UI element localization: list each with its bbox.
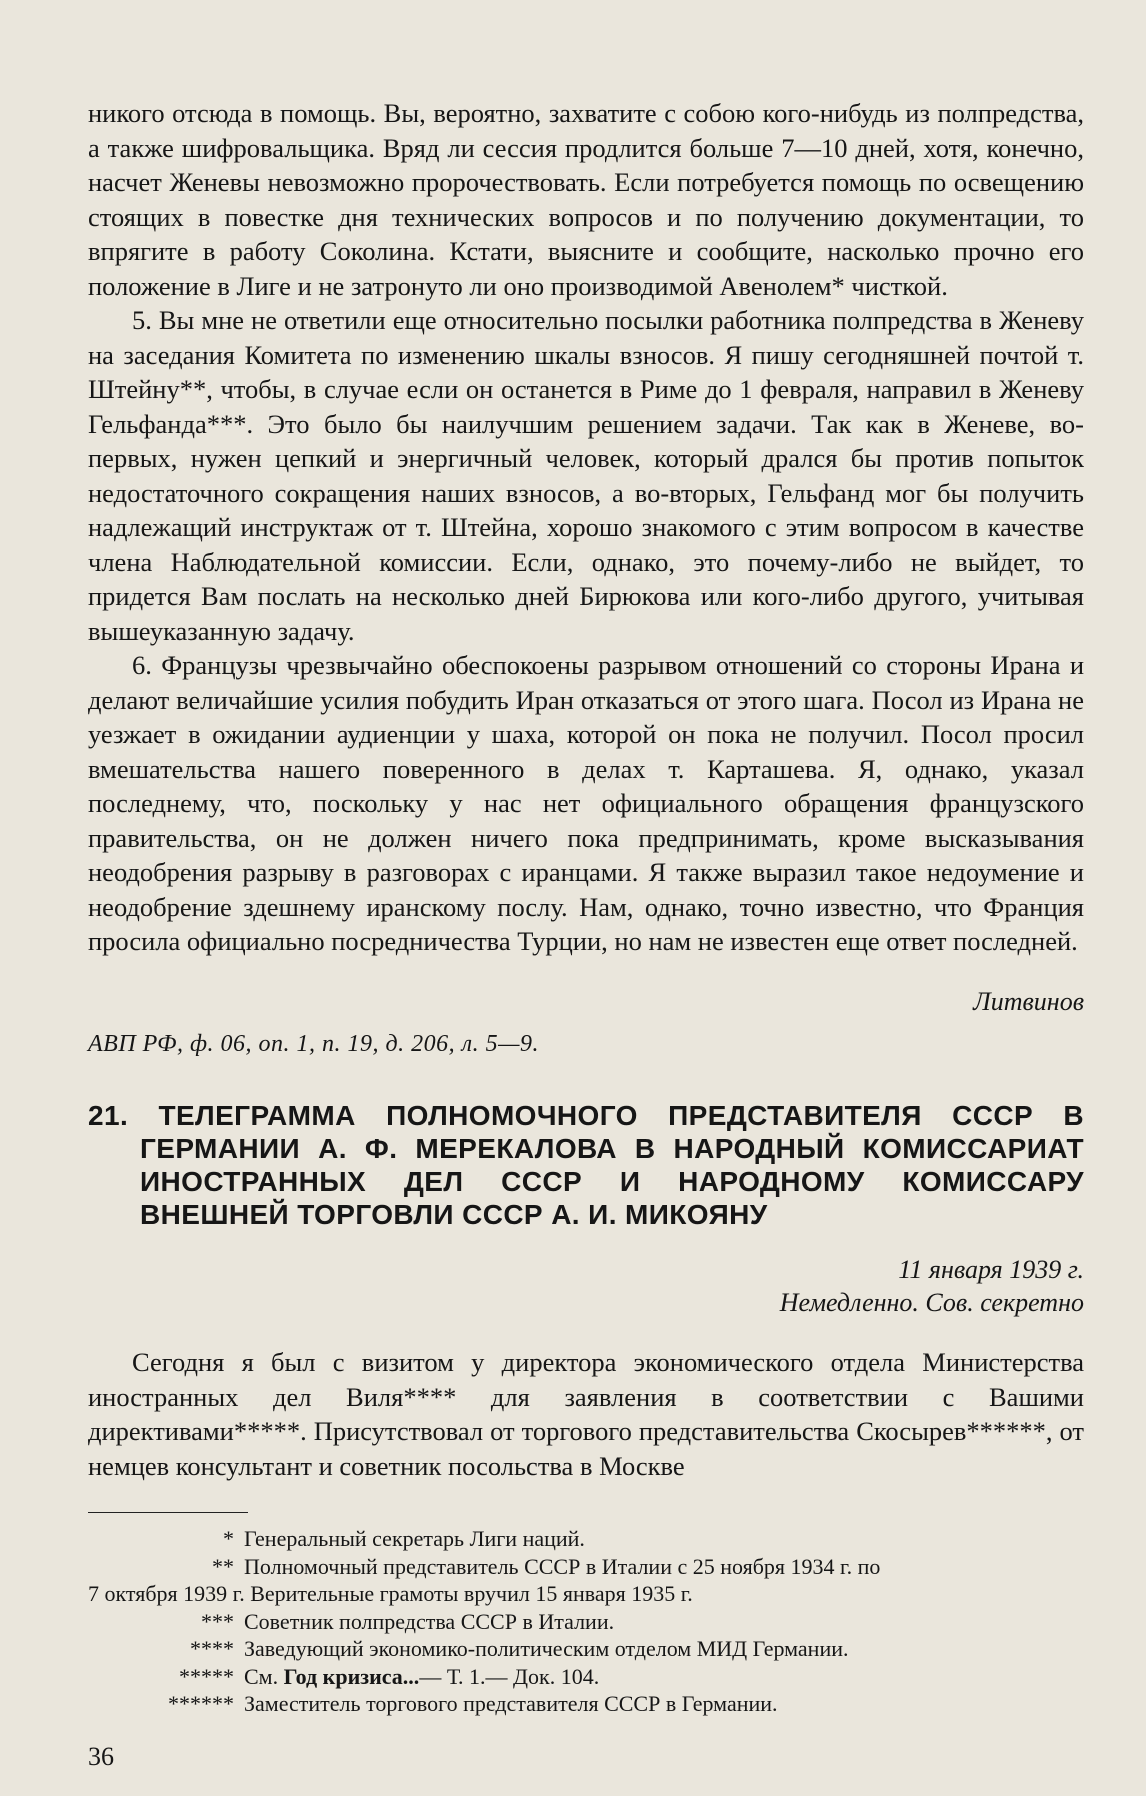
telegram-body xyxy=(88,1345,1084,1483)
paragraph-1: никого отсюда в помощь. Вы, вероятно, захватите с собою кого-нибудь из полпредства, а также шифровальщика. Вряд ли сессия продлится больше 7—10 дней, хотя, конечно, насчет Женевы невозможно пророчествовать. Если потребуется помощь по освещению стоящих в повестке дня технических вопросов и по получению документации, то впрягите в работу Соколина. Кстати, выясните и сообщите, насколько прочно его положение в Лиге и не затронуто ли оно производимой Авенолем* чисткой. xyxy=(88,98,1084,301)
heading-line-3: ИНОСТРАННЫХ ДЕЛ СССР И НАРОДНОМУ КОМИССАРУ xyxy=(140,1166,1084,1197)
footnote: ** Полномочный представитель СССР в Италии с 25 ноября 1934 г. по xyxy=(212,1553,881,1579)
paragraph-6: 6. Французы чрезвычайно обеспокоены разрывом отношений со стороны Ирана и делают величайшие усилия побудить Иран отказаться от этого шага. Посол из Ирана не уезжает в ожидании аудиенции у шаха, которой он пока не получил. Посол просил вмешательства нашего поверенного в делах т. Карташева. Я, однако, указал последнему, что, поскольку у нас нет официального обращения французского правительства, он не должен ничего пока предпринимать, кроме высказывания неодобрения разрыву в разговорах с иранцами. Я также выразил такое недоумение и неодобрение здешнему иранскому послу. Нам, однако, точно известно, что Франция просила официально посредничества Турции, но нам не известен еще ответ последней. xyxy=(88,650,1084,956)
footnote-divider xyxy=(88,1512,248,1513)
heading-line-4: ВНЕШНЕЙ ТОРГОВЛИ СССР А. И. МИКОЯНУ xyxy=(140,1199,768,1230)
footnote-continuation: 7 октября 1939 г. Верительные грамоты вручил 15 января 1935 г. xyxy=(88,1581,693,1606)
secrecy-mark: Немедленно. Сов. секретно xyxy=(779,1288,1084,1317)
heading-line-2: ГЕРМАНИИ А. Ф. МЕРЕКАЛОВА В НАРОДНЫЙ КОМИССАРИАТ xyxy=(140,1133,1084,1164)
heading-line-1: 21. ТЕЛЕГРАММА ПОЛНОМОЧНОГО ПРЕДСТАВИТЕЛЯ СССР В xyxy=(88,1100,1084,1131)
footnote: * Генеральный секретарь Лиги наций. xyxy=(223,1526,585,1551)
page-number: 36 xyxy=(88,1742,114,1771)
paragraph-5: 5. Вы мне не ответили еще относительно посылки работника полпредства в Женеву на заседания Комитета по изменению шкалы взносов. Я пишу сегодняшней почтой т. Штейну**, чтобы, в случае если он останется в Риме до 1 февраля, направил в Женеву Гельфанда***. Это было бы наилучшим решением задачи. Так как в Женеве, во-первых, нужен цепкий и энергичный человек, который дрался бы против попыток недостаточного сокращения наших взносов, а во-вторых, Гельфанд мог бы получить надлежащий инструктаж от т. Штейна, хорошо знакомого с этим вопросом в качестве члена Наблюдательной комиссии. Если, однако, это почему-либо не выйдет, то придется Вам послать на несколько дней Бирюкова или кого-либо другого, учитывая вышеуказанную задачу. xyxy=(88,305,1084,646)
document-date: 11 января 1939 г. xyxy=(898,1255,1084,1284)
footnotes xyxy=(88,1525,1084,1718)
telegram-paragraph: Сегодня я был с визитом у директора экономического отдела Министерства иностранных дел Виля**** для заявления в соответствии с Вашими директивами*****. Присутствовал от торгового представительства Скосырев******, от немцев консультант и советник посольства в Москве xyxy=(88,1347,1084,1481)
letter-body xyxy=(88,96,1084,959)
footnote: **** Заведующий экономико-политическим отделом МИД Германии. xyxy=(190,1636,849,1661)
signature: Литвинов xyxy=(973,987,1084,1016)
footnote: ****** Заместитель торгового представителя СССР в Германии. xyxy=(168,1691,778,1716)
archive-source: АВП РФ, ф. 06, оп. 1, п. 19, д. 206, л. 5—9. xyxy=(88,1031,539,1057)
document-heading xyxy=(88,1099,1084,1231)
footnote: ***** См. Год кризиса...— Т. 1.— Док. 104. xyxy=(179,1663,600,1689)
footnote: *** Советник полпредства СССР в Италии. xyxy=(201,1608,615,1634)
